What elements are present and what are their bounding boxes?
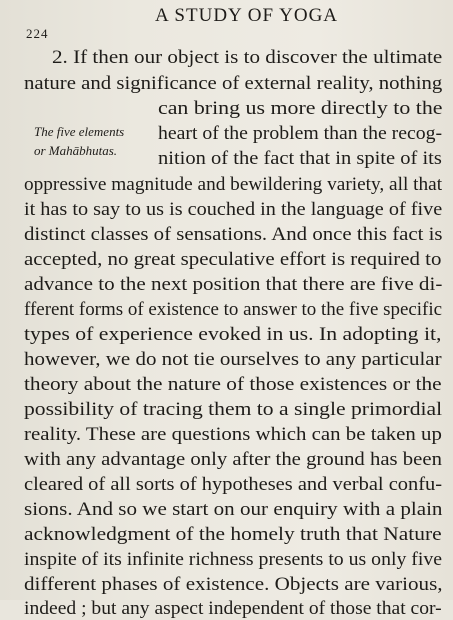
text-line: heart of the problem than the recog- (158, 124, 443, 144)
text-line: oppressive magnitude and bewildering variety, all that (24, 175, 443, 195)
text-line: accepted, no great speculative effort is required to (24, 250, 442, 270)
text-line: different phases of existence. Objects are various, (24, 575, 443, 595)
text-line: however, we do not tie ourselves to any particular (24, 350, 442, 370)
text-line: fferent forms of existence to answer to the five specific (24, 300, 443, 320)
text-line: nition of the fact that in spite of its (158, 149, 442, 169)
running-title: A STUDY OF YOGA (155, 5, 339, 26)
margin-note (34, 122, 124, 160)
margin-note-line: The five elements (34, 124, 125, 139)
text-line: cleared of all sorts of hypotheses and verbal confu- (24, 475, 443, 495)
text-line: distinct classes of sensations. And once this fact is (24, 225, 443, 245)
text-line: sions. And so we start on our enquiry with a plain (24, 500, 443, 520)
text-line: inspite of its infinite richness presents to us only five (24, 550, 443, 570)
text-line: reality. These are questions which can be taken up (24, 425, 442, 445)
page-number: 224 (26, 26, 49, 41)
text-line: indeed ; but any aspect independent of those that cor- (24, 599, 442, 619)
text-line: theory about the nature of those existences or the (24, 375, 442, 395)
text-line: possibility of tracing them to a single primordial (24, 400, 443, 420)
text-line: 2. If then our object is to discover the ultimate (52, 48, 443, 68)
text-line: advance to the next position that there are five di- (24, 275, 443, 295)
text-line: with any advantage only after the ground has been (24, 450, 442, 470)
text-line: types of experience evoked in us. In adopting it, (24, 325, 442, 345)
text-line: nature and significance of external reality, nothing (24, 74, 443, 94)
margin-note-line: or Mahābhutas. (34, 143, 118, 158)
text-line: acknowledgment of the homely truth that Nature (24, 525, 442, 545)
text-line: it has to say to us is couched in the language of five (24, 200, 443, 220)
text-line: can bring us more directly to the (158, 99, 443, 119)
